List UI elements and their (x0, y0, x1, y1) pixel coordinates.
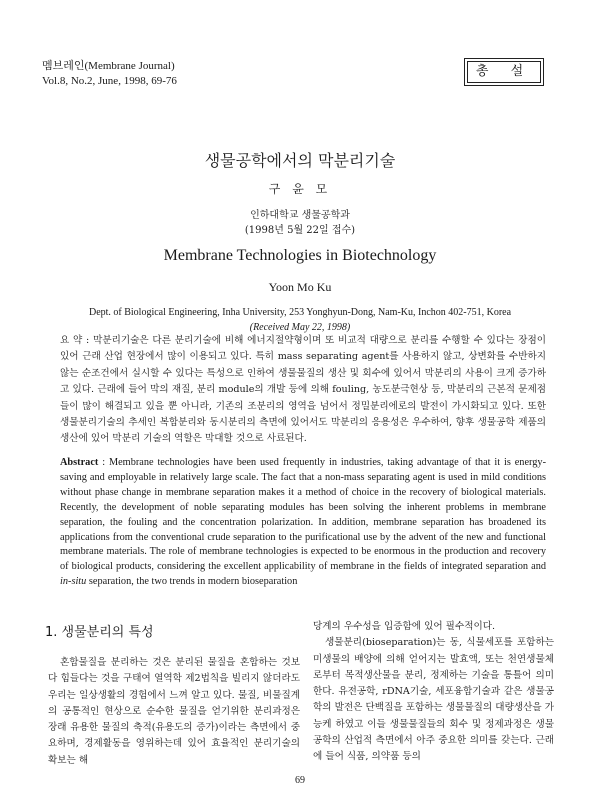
english-abstract (60, 456, 546, 590)
korean-received-date: (1998년 5월 22일 접수) (244, 225, 356, 236)
english-abstract-italic: in-situ (60, 576, 87, 588)
english-author: Yoon Mo Ku (268, 280, 332, 294)
english-affiliation: Dept. of Biological Engineering, Inha University, 253 Yonghyun-Dong, Nam-Ku, Inchon 402-751, Korea (88, 307, 512, 318)
right-column-paragraph-1: 당계의 우수성을 입증함에 있어 필수적이다. (313, 621, 496, 632)
right-column (313, 619, 554, 766)
journal-name: 멤브레인(Membrane Journal) (42, 60, 175, 72)
korean-author: 구 윤 모 (268, 182, 332, 196)
section-heading: 1. 생물분리의 특성 (45, 625, 154, 640)
korean-abstract-text: 막분리기술은 다른 분리기술에 비해 에너지절약형이며 또 비교적 대량으로 분리를 수행할 수 있다는 장점이 있어 근래 산업 현장에서 많이 이용되고 있다. 특히 mass separating agent를 사용하지 않고, 상변화를 수반하지 않는 순조건에서 실시할 수 있다는 특성으로 인하여 생물물질의 생산 및 회수에 있어서 막분리의 사용이 크게 증가하고 있다. 근래에 들어 막의 재질, 분리 module의 개발 등에 의해 fouling, 농도분극현상 등, 막분리의 근본적 문제점들이 많이 해결되고 있을 뿐 아니라, 기존의 조분리의 영역을 넘어서 정밀분리에로의 발전이 가시화되고 있다. 또한 생물분리기술의 추세인 복합분리와 동시분리의 측면에 있어서도 막분리의 응용성은 우수하여, 향후 생물공학 제품의 생산에 있어 막분리 기술의 역할은 막대할 것으로 사료된다. (60, 335, 546, 445)
english-abstract-label: Abstract (60, 457, 99, 468)
english-abstract-text-1: : Membrane technologies have been used frequently in industries, taking advantage of that it is energy-saving and employable in relatively large scale. The fact that a non-mass separating agent is used in mild conditions without phase change in membrane separation makes it a method of choice in the recovery of biological materials. Recently, the development of noble separating modules has been solving the inherent problems in membrane separation, the fouling and the concentration polarization. In addition, membrane separation has broadened its applications from the conventional crude separation to the purificational use by the advent of the new and functional membrane materials. The role of membrane technologies is expected to be enormous in the production and recovery of biological products, considering the excellent applicability of membrane in the fields of integrated separation and (60, 457, 546, 573)
journal-volume: Vol.8, No.2, June, 1998, 69-76 (42, 75, 177, 87)
page-number: 69 (295, 775, 305, 786)
korean-title: 생물공학에서의 막분리기술 (204, 151, 396, 170)
english-title: Membrane Technologies in Biotechnology (163, 247, 437, 264)
journal-header (42, 59, 177, 89)
korean-affiliation-block (0, 208, 600, 238)
right-column-paragraph-2: 생물분리(bioseparation)는 동, 식물세포를 포함하는 미생물의 배양에 의해 얻어지는 발효액, 또는 천연생물체로부터 목적생산물을 분리, 정제하는 기술을 통틀어 의미한다. 유전공학, rDNA기술, 세포융합기술과 같은 생물공학의 발전은 단백질을 포함하는 생물물질의 대량생산을 가능케 하였고 이들 생물물질들의 회수 및 정제과정은 생물공학의 산업적 측면에서 아주 중요한 의미를 갖는다. 근래에 들어 식품, 의약품 등의 (313, 637, 554, 763)
english-abstract-text-2: separation, the two trends in modern bioseparation (86, 576, 298, 588)
korean-abstract-label: 요 약 : (60, 335, 94, 346)
korean-abstract (60, 333, 546, 448)
english-affiliation-block (0, 305, 600, 335)
left-column-paragraph: 혼합물질을 분리하는 것은 분리된 물질을 혼합하는 것보다 힘들다는 것을 구태여 열역학 제2법칙을 빌리지 않더라도 우리는 일상생활의 경험에서 느껴 알고 있다. 물질, 비물질계의 공통적인 현상으로 순수한 물질을 얻기위한 분리과정은 장래 유용한 물질의 축적(유용도의 증가)이라는 측면에서 중요하며, 경제활동을 영위하는데 있어 효율적인 분리기술의 확보는 해 (48, 657, 300, 766)
korean-affiliation: 인하대학교 생물공학과 (250, 210, 350, 221)
english-received-date: (Received May 22, 1998) (249, 322, 351, 333)
article-type-badge: 총 설 (467, 61, 541, 83)
